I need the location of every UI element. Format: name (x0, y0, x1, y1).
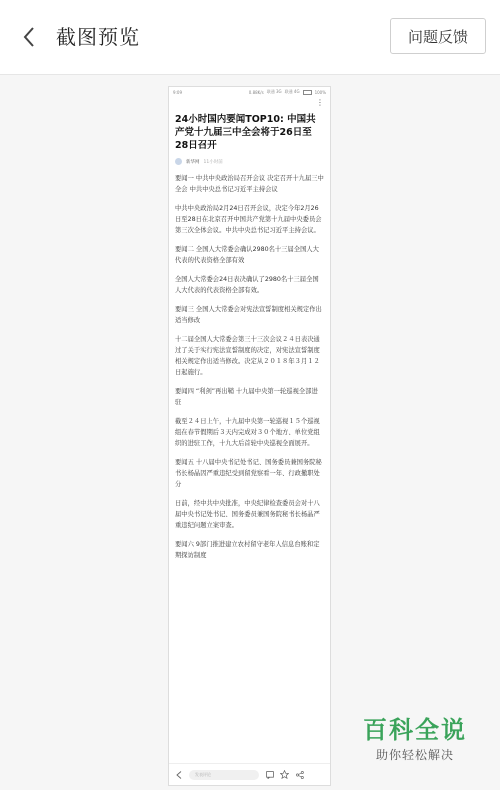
battery-level: 100% (314, 89, 326, 95)
article-paragraph: 要闻一 中共中央政治局召开会议 决定召开十九届三中全会 中共中央总书记习近平主持会议 (175, 175, 324, 193)
article-paragraph: 中共中央政治局2月24日召开会议，决定今年2月26日至28日在北京召开中国共产党第十九届中央委员会第三次全体会议。中共中央总书记习近平主持会议。 (175, 205, 322, 234)
comment-input[interactable]: 发表评论 (189, 770, 259, 780)
chevron-left-icon (22, 26, 36, 48)
publish-time: 11小时前 (203, 159, 223, 165)
article (169, 97, 330, 561)
article-source (175, 158, 324, 165)
feedback-button[interactable]: 问题反馈 (390, 18, 486, 54)
back-button[interactable] (14, 22, 44, 52)
source-name: 新华网 (186, 159, 200, 165)
article-paragraph: 要闻三 全国人大常委会对宪法宣誓制度相关规定作出适当修改 (175, 306, 322, 324)
article-paragraph: 要闻四 “利剑”再出鞘 十九届中央第一轮巡视全部进驻 (175, 388, 318, 406)
article-paragraph: 十二届全国人大常委会第三十三次会议２４日表决通过了关于实行宪法宣誓制度的决定，对宪法宣誓制度相关规定作出适当修改。决定从２０１８年３月１２日起施行。 (175, 336, 320, 376)
watermark-title: 百科全说 (363, 716, 467, 744)
status-bar (169, 87, 330, 97)
screenshot-preview (168, 86, 331, 786)
star-icon[interactable] (280, 770, 289, 779)
carrier-2: 联通 4G (284, 89, 300, 94)
source-logo (175, 158, 182, 165)
battery-icon (303, 90, 312, 95)
page-title: 截图预览 (56, 25, 140, 49)
share-icon[interactable] (295, 770, 304, 779)
more-options-icon[interactable]: ⋮ (316, 98, 324, 107)
article-bottom-bar (169, 763, 330, 785)
article-paragraph: 截至２４日上午，十九届中央第一轮巡视１５个巡视组在春节假期后３天内完成对３０个地方、单位党组织的进驻工作，十九大后首轮中央巡视全面展开。 (175, 418, 320, 447)
watermark-subtitle: 助你轻松解决 (375, 748, 454, 762)
article-paragraph: 要闻二 全国人大常委会确认2980名十三届全国人大代表的代表资格全部有效 (175, 246, 319, 264)
top-app-bar (0, 0, 500, 75)
article-headline: 24小时国内要闻TOP10: 中国共产党十九届三中全会将于26日至28日召开 (175, 114, 316, 151)
article-paragraph: 全国人大常委会24日表决确认了2980名十三届全国人大代表的代表资格全部有效。 (175, 276, 319, 294)
article-paragraph: 日前，经中共中央批准，中央纪律检查委员会对十八届中央书记处书记、国务委员兼国务院秘书长杨晶严重违纪问题立案审查。 (175, 500, 320, 529)
status-time: 9:09 (173, 89, 182, 95)
network-speed: 0.88K/s (248, 89, 264, 95)
carrier-1: 联通 3G (266, 89, 282, 94)
comment-icon[interactable] (265, 770, 274, 779)
article-paragraph: 要闻六 9部门推进建立农村留守老年人信息台账和定期探访制度 (175, 541, 320, 559)
back-arrow-icon[interactable] (174, 770, 183, 779)
watermark-logo (340, 716, 490, 763)
article-paragraph: 要闻五 十八届中央书记处书记、国务委员兼国务院秘书长杨晶因严重违纪受到留党察看一年、行政撤职处分 (175, 459, 322, 488)
